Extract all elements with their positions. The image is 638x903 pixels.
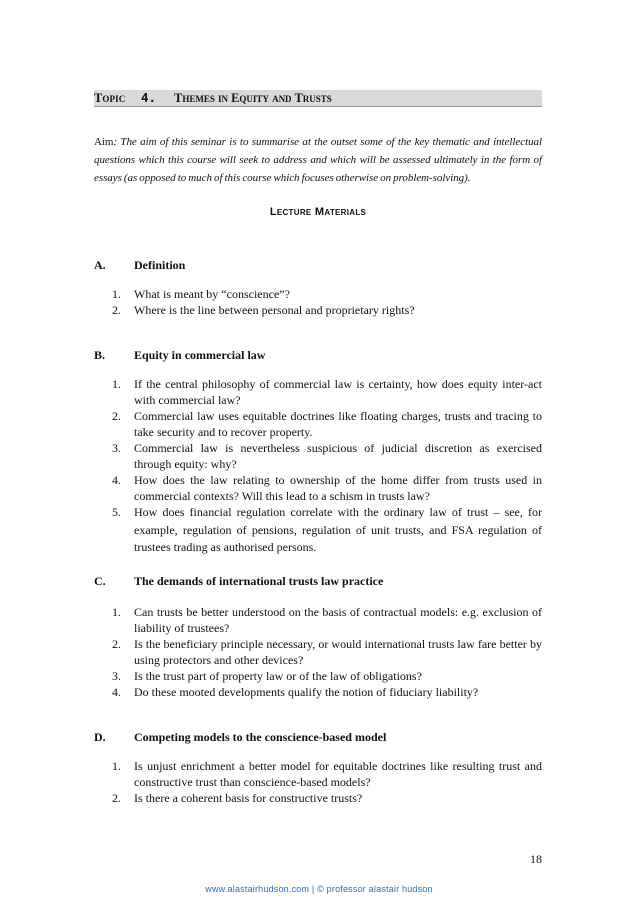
item-text: Commercial law uses equitable doctrines like floating charges, trusts and tracing to take security and to recover property. (134, 409, 542, 439)
topic-header-bar (94, 90, 542, 107)
list-item (112, 440, 542, 472)
list-item (112, 790, 542, 806)
item-text: Is the trust part of property law or of the law of obligations? (134, 669, 422, 683)
section-heading-c (94, 574, 542, 592)
list-item (112, 376, 542, 408)
item-number: 1. (112, 759, 121, 773)
item-text: How does financial regulation correlate with the ordinary law of trust – see, for example, regulation of pensions, regulation of unit trusts, and FSA regulation of trustees trading as authorised persons. (134, 505, 542, 554)
item-number: 3. (112, 669, 121, 683)
list-item (112, 286, 542, 302)
item-text: What is meant by “conscience”? (134, 287, 290, 301)
section-title: Equity in commercial law (134, 348, 266, 362)
item-number: 1. (112, 287, 121, 301)
item-number: 4. (112, 685, 121, 699)
item-text: How does the law relating to ownership of the home differ from trusts used in commercial contexts? Will this lead to a schism in trusts law? (134, 473, 542, 503)
item-number: 2. (112, 409, 121, 423)
item-text: Is unjust enrichment a better model for equitable doctrines like resulting trust and constructive trust than conscience-based models? (134, 759, 542, 789)
aim-text: : The aim of this seminar is to summarise at the outset some of the key thematic and intellectual questions which this course will seek to address and which will be assessed ultimately in the form of essays (as opposed to much of this course which focuses otherwise on problem-solving). (94, 136, 542, 184)
item-text: Do these mooted developments qualify the notion of fiduciary liability? (134, 685, 479, 699)
section-heading-d (94, 730, 542, 748)
item-number: 3. (112, 441, 121, 455)
section-letter: A. (94, 258, 106, 272)
list-item (112, 302, 542, 318)
section-b-list (112, 376, 542, 557)
item-text: If the central philosophy of commercial law is certainty, how does equity inter-act with commercial law? (134, 377, 542, 407)
list-item (112, 408, 542, 440)
section-title: The demands of international trusts law practice (134, 574, 384, 588)
aim-paragraph (94, 133, 542, 187)
section-letter: C. (94, 574, 106, 588)
footer-link[interactable]: www.alastairhudson.com | © professor alastair hudson (205, 884, 433, 894)
section-title: Competing models to the conscience-based model (134, 730, 387, 744)
section-letter: B. (94, 348, 106, 362)
list-item (112, 758, 542, 790)
item-number: 4. (112, 473, 121, 487)
item-number: 1. (112, 605, 121, 619)
list-item (112, 684, 542, 700)
topic-label: Topic (94, 91, 126, 105)
section-d-list (112, 758, 542, 806)
list-item (112, 472, 542, 504)
item-text: Is the beneficiary principle necessary, or would international trusts law fare better by using protectors and other devices? (134, 637, 542, 667)
item-text: Where is the line between personal and proprietary rights? (134, 303, 415, 317)
item-text: Is there a coherent basis for constructive trusts? (134, 791, 363, 805)
topic-title: Themes in Equity and Trusts (174, 91, 332, 105)
page-number: 18 (530, 852, 542, 866)
item-number: 2. (112, 303, 121, 317)
item-number: 2. (112, 637, 121, 651)
section-c-list (112, 604, 542, 700)
item-number: 5. (112, 505, 121, 519)
aim-label: Aim (94, 136, 114, 148)
section-heading-a (94, 258, 542, 276)
list-item (112, 668, 542, 684)
list-item (112, 636, 542, 668)
item-number: 1. (112, 377, 121, 391)
lecture-materials-heading: Lecture Materials (269, 206, 367, 218)
section-title: Definition (134, 258, 186, 272)
item-text: Can trusts be better understood on the basis of contractual models: e.g. exclusion of liability of trustees? (134, 605, 542, 635)
list-item (112, 604, 542, 636)
list-item (112, 504, 542, 557)
section-letter: D. (94, 730, 106, 744)
item-number: 2. (112, 791, 121, 805)
topic-number: 4. (141, 90, 157, 105)
item-text: Commercial law is nevertheless suspicious of judicial discretion as exercised through equity: why? (134, 441, 542, 471)
section-heading-b (94, 348, 542, 366)
section-a-list (112, 286, 542, 318)
